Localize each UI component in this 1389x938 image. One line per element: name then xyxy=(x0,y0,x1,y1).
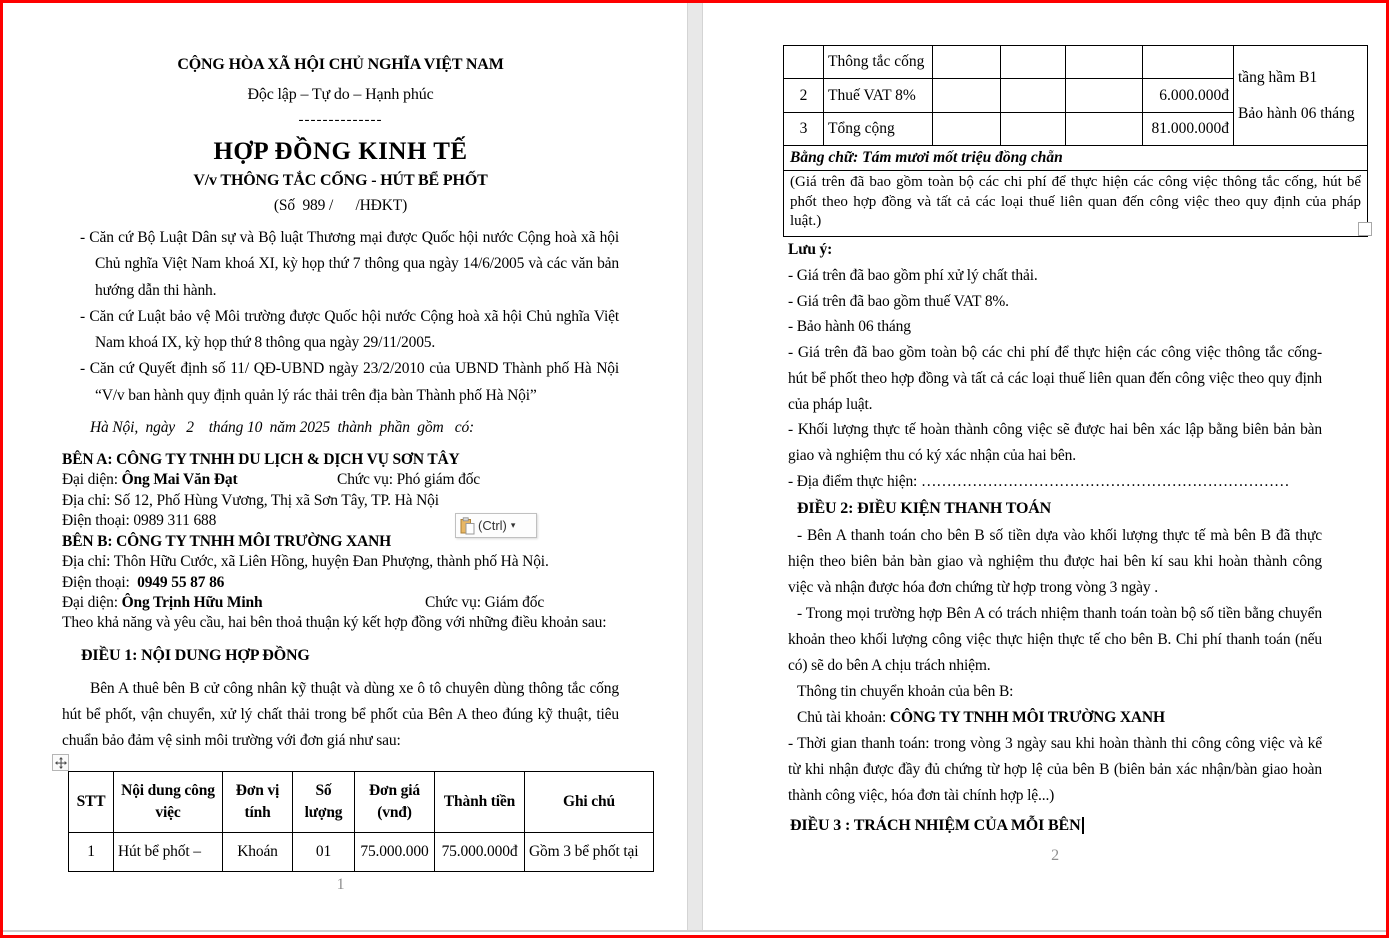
price-note-row xyxy=(784,171,1368,237)
amount-in-words-row xyxy=(784,146,1368,171)
cell-stt xyxy=(784,46,824,79)
agreement-intro-line: Theo khả năng và yêu cầu, hai bên thoả thuận ký kết hợp đồng với những điều khoản sau: xyxy=(62,614,607,632)
amount-in-words: Bằng chữ: Tám mươi mốt triệu đồng chẵn xyxy=(784,146,1368,171)
table-row xyxy=(784,46,1368,79)
note-line-2: Bảo hành 06 tháng xyxy=(1238,104,1355,122)
cell-total: 75.000.000đ xyxy=(435,832,525,871)
note-item: - Bảo hành 06 tháng xyxy=(788,318,911,336)
cell-work: Thuế VAT 8% xyxy=(824,79,933,113)
move-arrows-icon xyxy=(55,757,67,769)
cell-unitprice xyxy=(1066,46,1143,79)
party-b-title: Chức vụ: Giám đốc xyxy=(425,593,545,611)
cell-stt: 1 xyxy=(69,832,114,871)
account-holder-line xyxy=(788,705,1322,731)
party-b-phone-value: 0949 55 87 86 xyxy=(137,573,225,591)
article-2-heading: ĐIỀU 2: ĐIỀU KIỆN THANH TOÁN xyxy=(797,500,1052,518)
party-b-address: Địa chỉ: Thôn Hữu Cước, xã Liên Hồng, huyện Đan Phượng, thành phố Hà Nội. xyxy=(62,553,549,571)
cell-unitprice xyxy=(1066,113,1143,146)
text-cursor xyxy=(1082,817,1084,834)
party-a-representative-line xyxy=(62,470,619,490)
table-row xyxy=(69,832,654,871)
page-number-2: 2 xyxy=(1051,847,1059,865)
note-item: - Giá trên đã bao gồm phí xử lý chất thải. xyxy=(788,267,1038,284)
account-label: Chủ tài khoản: xyxy=(797,709,890,727)
cell-qty xyxy=(1001,46,1066,79)
party-a-block xyxy=(62,450,619,634)
page-gutter xyxy=(687,3,703,930)
cell-total: 6.000.000đ xyxy=(1143,79,1234,113)
paste-button-label: (Ctrl) xyxy=(478,518,507,533)
cell-stt: 3 xyxy=(784,113,824,146)
party-b-representative-line xyxy=(62,593,619,613)
price-table-header-unit: Đơn vị tính xyxy=(223,771,293,832)
price-table-header-note: Ghi chú xyxy=(525,771,654,832)
price-table-continued xyxy=(783,45,1368,237)
party-b-rep-label: Đại diện: xyxy=(62,593,122,611)
party-b-phone-line xyxy=(62,573,619,593)
party-b-heading: BÊN B: CÔNG TY TNHH MÔI TRƯỜNG XANH xyxy=(62,532,392,550)
cell-qty xyxy=(1001,79,1066,113)
cell-unit xyxy=(933,113,1001,146)
party-a-title: Chức vụ: Phó giám đốc xyxy=(337,471,481,489)
cell-unit: Khoán xyxy=(223,832,293,871)
article-2-para-2: - Trong mọi trường hợp Bên A có trách nhiệm thanh toán toàn bộ số tiền bằng chuyển khoản theo khối lượng công việc thực hiện thực tế cho bên B. Chi phí thanh toán (nếu có) sẽ do bên A chịu trách nhiệm. xyxy=(788,605,1322,675)
price-note: (Giá trên đã bao gồm toàn bộ các chi phí để thực hiện các công việc thông tắc cống, hút bể phốt theo hợp đồng và tất cả các loại thuế liên quan đến công việc theo quy định của pháp luật.) xyxy=(784,171,1368,237)
note-item: - Giá trên đã bao gồm thuế VAT 8%. xyxy=(788,292,1009,310)
article-3-heading-text: ĐIỀU 3 : TRÁCH NHIỆM CỦA MỖI BÊN xyxy=(790,817,1081,835)
cell-unitprice: 75.000.000 xyxy=(355,832,435,871)
national-header: CỘNG HÒA XÃ HỘI CHỦ NGHĨA VIỆT NAM xyxy=(177,56,504,73)
article-1-heading: ĐIỀU 1: NỘI DUNG HỢP ĐỒNG xyxy=(81,646,310,664)
price-table-header-work: Nội dung công việc xyxy=(114,771,223,832)
clipboard-icon xyxy=(460,517,475,535)
party-a-phone: Điện thoại: 0989 311 688 xyxy=(62,512,217,530)
cell-unit xyxy=(933,46,1001,79)
cell-unitprice xyxy=(1066,79,1143,113)
article-2-para-1: - Bên A thanh toán cho bên B số tiền dựa vào khối lượng thực tế mà bên B đã thực hiện theo biên bản bàn giao và nghiệm thu được hai bên kí sau khi hoàn thành công việc và nhận được hóa đơn chứng từ hợp trong vòng 3 ngày . xyxy=(788,527,1322,597)
contract-subtitle: V/v THÔNG TẮC CỐNG - HÚT BỂ PHỐT xyxy=(193,172,488,189)
note-line-1: tầng hầm B1 xyxy=(1238,68,1318,86)
table-resize-handle[interactable] xyxy=(1358,222,1372,236)
notes-heading: Lưu ý: xyxy=(788,241,833,258)
table-move-handle[interactable] xyxy=(52,754,69,771)
preamble-item: - Căn cứ Bộ Luật Dân sự và Bộ luật Thương mại được Quốc hội nước Cộng hoà xã hội Chủ nghĩa Việt Nam khoá XI, kỳ họp thứ 7 thông qua ngày 14/6/2005 và các văn bản hướng dẫn thi hành. xyxy=(80,229,619,299)
note-item: - Khối lượng thực tế hoàn thành công việc sẽ được hai bên xác lập bằng biên bản bàn giao và nghiệm thu có ký xác nhận của hai bên. xyxy=(788,421,1322,464)
cell-work: Hút bể phốt – xyxy=(114,832,223,871)
price-table-header-total: Thành tiền xyxy=(435,771,525,832)
paste-options-button[interactable] xyxy=(455,513,537,538)
party-b-phone-label: Điện thoại: xyxy=(62,573,138,591)
cell-qty xyxy=(1001,113,1066,146)
preamble-item: - Căn cứ Luật bảo vệ Môi trường được Quốc hội nước Cộng hoà xã hội Chủ nghĩa Việt Nam khoá IX, kỳ họp thứ 8 thông qua ngày 29/11/2005. xyxy=(80,307,619,352)
cell-stt: 2 xyxy=(784,79,824,113)
party-a-rep-label: Đại diện: xyxy=(62,471,122,489)
chevron-down-icon: ▾ xyxy=(510,520,516,530)
cell-note-merged xyxy=(1234,46,1368,146)
document-page-2 xyxy=(703,3,1386,930)
motto-line: Độc lập – Tự do – Hạnh phúc xyxy=(247,86,434,103)
date-location-line: Hà Nội, ngày 2 tháng 10 năm 2025 thành phần gồm có: xyxy=(90,419,475,437)
transfer-info-line: Thông tin chuyển khoản của bên B: xyxy=(797,683,1014,701)
divider-dashes: -------------- xyxy=(298,112,383,128)
cell-note: Gồm 3 bể phốt tại xyxy=(525,832,654,871)
cell-qty: 01 xyxy=(293,832,355,871)
party-b-rep-name: Ông Trịnh Hữu Minh xyxy=(121,593,263,611)
party-a-heading: BÊN A: CÔNG TY TNHH DU LỊCH & DỊCH VỤ SƠN TÂY xyxy=(62,451,460,469)
note-item-location: - Địa điểm thực hiện: ……………………………………………………………… xyxy=(788,472,1290,490)
cell-total: 81.000.000đ xyxy=(1143,113,1234,146)
article-2-para-3: - Thời gian thanh toán: trong vòng 3 ngày sau khi hoàn thành thi công công việc và kể từ khi nhận được đầy đủ chứng từ hợp lệ của bên B (biên bản xác nhận/bàn giao hoàn thành công việc, hóa đơn tài chính hợp lệ...) xyxy=(788,735,1322,805)
party-a-rep-name: Ông Mai Văn Đạt xyxy=(121,471,238,489)
account-name: CÔNG TY TNHH MÔI TRƯỜNG XANH xyxy=(889,709,1165,727)
article-1-body: Bên A thuê bên B cử công nhân kỹ thuật và dùng xe ô tô chuyên dùng thông tắc cống hút bể phốt, vận chuyển, xử lý chất thải trong bể phốt của Bên A theo đúng kỹ thuật, tiêu chuẩn bảo đảm vệ sinh môi trường với đơn giá như sau: xyxy=(62,679,619,750)
preamble-section xyxy=(62,225,619,409)
price-table xyxy=(68,771,654,872)
document-page-1 xyxy=(3,3,687,930)
cell-unit xyxy=(933,79,1001,113)
article-3-heading xyxy=(790,814,1322,838)
cell-work: Tổng cộng xyxy=(824,113,933,146)
page-bottom-edge xyxy=(3,930,1386,932)
price-table-header-stt: STT xyxy=(69,771,114,832)
cell-total xyxy=(1143,46,1234,79)
cell-work: Thông tắc cống xyxy=(824,46,933,79)
page-number-1: 1 xyxy=(336,875,345,893)
price-table-header-qty: Số lượng xyxy=(293,771,355,832)
contract-title: HỢP ĐỒNG KINH TẾ xyxy=(213,138,468,165)
note-item: - Giá trên đã bao gồm toàn bộ các chi phí để thực hiện các công việc thông tắc cống- hút bể phốt theo hợp đồng và tất cả các loại thuế liên quan đến công việc theo quy định của pháp luật. xyxy=(788,344,1322,413)
contract-number-line: (Số 989 / /HĐKT) xyxy=(273,197,408,214)
party-a-address: Địa chỉ: Số 12, Phố Hùng Vương, Thị xã Sơn Tây, TP. Hà Nội xyxy=(62,491,439,509)
price-table-header-unitprice: Đơn giá (vnđ) xyxy=(355,771,435,832)
preamble-item: - Căn cứ Quyết định số 11/ QĐ-UBND ngày 23/2/2010 của UBND Thành phố Hà Nội “V/v ban hành quy định quản lý rác thải trên địa bàn Thành phố Hà Nội” xyxy=(80,360,619,404)
